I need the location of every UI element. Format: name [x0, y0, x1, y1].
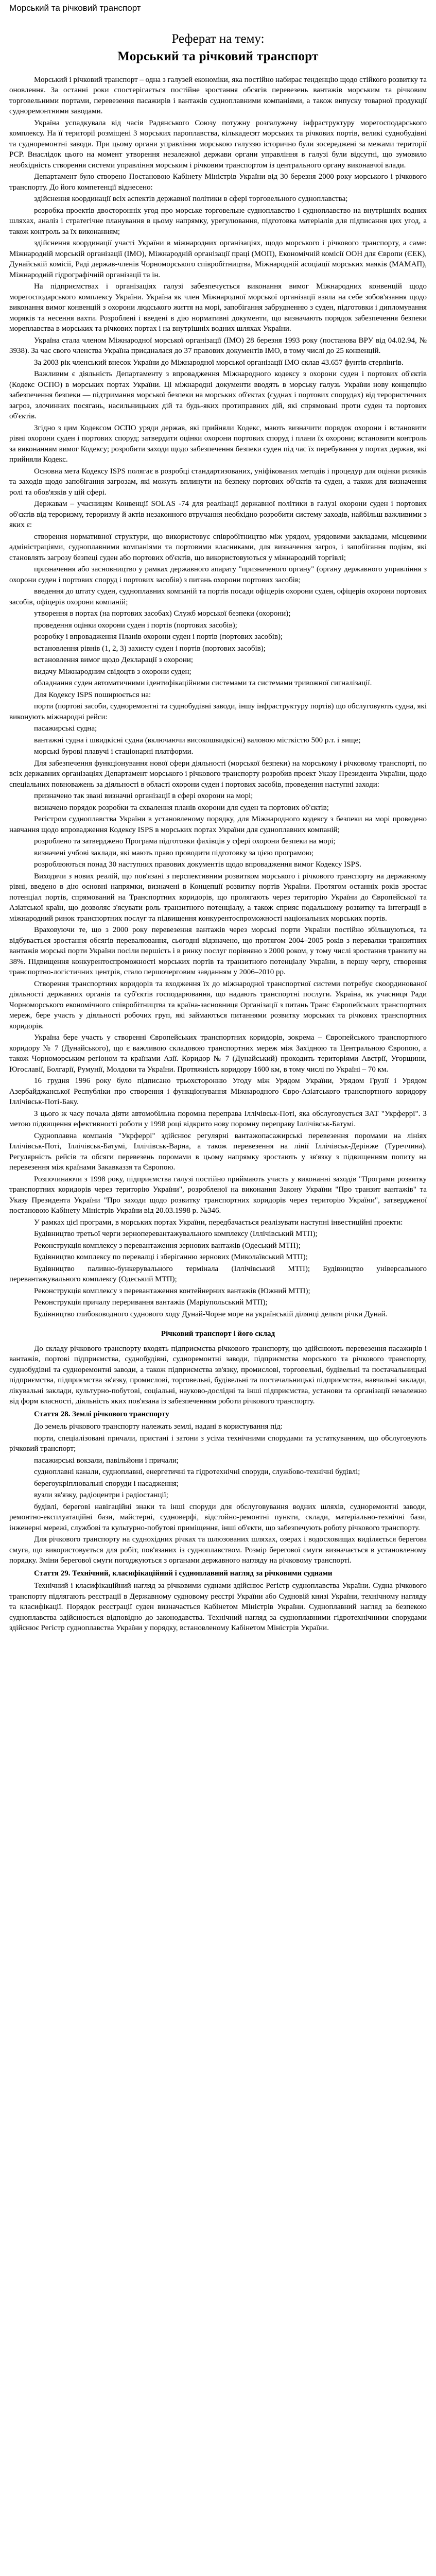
paragraph: пасажирські вокзали, павільйони і причали;	[34, 1456, 179, 1465]
paragraph: Виходячи з нових реалій, що пов'язані з перспективним розвитком морського і річкового транспорту на державному рівні, введено в дію основні напрямки, визначені в Концепції розвитку портів України. Протягом останніх років зростає потенціал портів, спрямований на Транспортних коридорів, що пролягають через територію України до Європейської та Азіатської країн, що дозволяє з'ясувати роль транзитного потенціалу, а також сприяє подальшому розвитку та інтеграції в міжнародний ринок транспортних послуг та підвищення конкурентоспроможності національних морських портів.	[9, 872, 427, 923]
paragraph: Будівництво комплексу по перевалці і зберіганню зернових (Миколаївський МТП);	[34, 1253, 308, 1261]
paragraph: Враховуючи те, що з 2000 року перевезення вантажів через морські порти України постійно збільшуються, та відбувається зростання обсягів перевалювання, сьогодні відзначено, що протягом 2004–2005 років з перевалки транзитних вантажів морські порти України посіли першість і в ринку послуг порівняно з 2000 роком, у тому числі зростання транзиту на 38%. Підвищення конкурентоспроможності морських портів та транзитного потенціалу України, в першу чергу, створення транспортно-логістичних центрів, стало першочерговим завданням у 2006–2010 рр.	[9, 926, 427, 976]
paragraph: Розпочинаючи з 1998 року, підприємства галузі постійно приймають участь у виконанні заходів "Програми розвитку транспортних коридорів через територію України", розробленої на виконання Закону України "Про транзит вантажів" та Указу Президента України "Про заходи щодо розвитку транспортних коридорів через територію України", затвердженої постановою Кабінету Міністрів України від 20.03.1998 р. №346.	[9, 1175, 427, 1215]
paragraph: встановлення вимог щодо Декларації з охорони;	[34, 656, 194, 664]
paragraph: Регістром судноплавства України в установленому порядку, для Міжнародного кодексу з безпеки на морі проведено навчання щодо впровадження Кодексу ISPS в морських портах України для судноплавних компаній;	[9, 815, 427, 834]
paragraph: Створення транспортних коридорів та входження їх до міжнародної транспортної системи потребує скоординованої діяльності державних органів та суб'єктів господарювання, що надають транспортні послуги. Україна, як учасниця Ради Чорноморського економічного співробітництва та країна-засновниця Організації з питань Транс Європейських транспортних мереж, бере участь у діяльності робочих груп, які займаються питаннями розвитку морських та річкових транспортних коридорів.	[9, 979, 427, 1030]
document-body	[9, 75, 427, 1634]
paragraph: 16 грудня 1996 року було підписано трьохсторонню Угоду між Урядом України, Урядом Грузії і Урядом Азербайджанської Республіки про створення і функціонування Міжнародного Євро-Азіатського транспортного коридору Іллічівськ-Поті-Баку.	[9, 1077, 427, 1106]
paragraph: утворення в портах (на портових засобах) Служб морської безпеки (охорони);	[34, 609, 291, 618]
paragraph: встановлення рівнів (1, 2, 3) захисту суден і портів (портових засобів);	[34, 644, 266, 653]
paragraph: пасажирські судна;	[34, 724, 97, 733]
paragraph: Будівництво третьої черги зерноперевантажувального комплексу (Іллічівський МТП);	[34, 1230, 318, 1238]
paragraph: З цього ж часу почала діяти автомобільна поромна переправа Іллічівськ-Поті, яка обслуговується ЗАТ "Укрферрі". З метою підвищення ефективності роботи у 1998 році відкрито нову поромну переправу Іллічівськ-Батумі.	[9, 1109, 427, 1128]
paragraph: Державам – учасницям Конвенції SOLAS -74 для реалізації державної політики в галузі охорони суден і портових об'єктів від тероризму, тероризму й актів незаконного втручання необхідно розробити систему заходів, найбільш важливими з яких є:	[9, 500, 427, 529]
paragraph: За 2003 рік членський внесок України до Міжнародної морської організації ІМО склав 43.657 фунтів стерлінгів.	[34, 358, 404, 367]
paragraph: проведення оцінки охорони суден і портів (портових засобів);	[34, 621, 237, 630]
paragraph: Україна стала членом Міжнародної морської організації (ІМО) 28 березня 1993 року (постанова ВРУ від 04.02.94, № 3938). За час свого членства Україна приєдналася до 37 правових документів ІМО, в тому числі до 25 конвенцій.	[9, 336, 427, 355]
paragraph: Україна бере участь у створенні Європейських транспортних коридорів, зокрема – Європейського транспортного коридору № 7 (Дунайського), що є важливою складовою транспортних мереж між Західною та Центральною Європою, а також Чорноморським регіоном та країнами Азії. Коридор № 7 (Дунайський) проходить територіями Австрії, Угорщини, Югославії, Болгарії, Румунії, Молдови та України. Протяжність коридору 1600 км, в тому числі по Україні – 70 км.	[9, 1033, 427, 1074]
paragraph: введення до штату суден, судноплавних компаній та портів посади офіцерів охорони суден, офіцерів охорони портових засобів, офіцерів охорони компаній;	[9, 587, 427, 606]
paragraph: порти (портові засоби, судноремонтні та суднобудівні заводи, іншу інфраструктуру портів) що обслуговують судна, які виконують міжнародні рейси:	[9, 702, 427, 721]
paragraph: визначені учбові заклади, які мають право проводити підготовку за цією програмою;	[34, 849, 314, 857]
document-title: Морський та річковий транспорт	[117, 49, 319, 63]
paragraph: видачу Міжнародним свідоцтв з охорони суден;	[34, 667, 191, 676]
paragraph: До складу річкового транспорту входять підприємства річкового транспорту, що здійснюють перевезення пасажирів і вантажів, портові підприємства, суднобудівні, судноремонтні заводи, підприємства морського та річкового транспорту, суднобудівні та судноремонтні заводи, а також підприємства зв'язку, промислові, торговельні, будівельні та постачальницькі підприємства, підприємства зв'язку, промислові, торговельні, будівельні та постачальницькі підприємства, навчальні заклади, лікувальні заклади, культурно-побутові, соціальні, науково-дослідні та інші підприємства, установи та організації незалежно від форм власності, діяльність яких пов'язана із забезпеченням роботи річкового транспорту.	[9, 1344, 427, 1405]
paragraph: розроблюються понад 30 наступних правових документів щодо впровадження вимог Кодексу ISPS.	[34, 860, 362, 869]
paragraph: Технічний і класифікаційний нагляд за річковими суднами здійснює Регістр судноплавства України. Судна річкового транспорту підлягають реєстрації в Державному судновому реєстрі України або Судновій книзі України, технічному нагляду та класифікації. Порядок реєстрації суден визначається Кабінетом Міністрів України. Судноплавний нагляд за безпекою судноплавства здійснюється відповідно до законодавства. Технічний нагляд за судноплавними гідротехнічними спорудами здійснює Регістр судноплавства України у порядку, встановленому Кабінетом Міністрів України.	[9, 1582, 427, 1632]
paragraph: Для забезпечення функціонування нової сфери діяльності (морської безпеки) на морському і річковому транспорті, по всіх державних організаціях Департамент морського і річкового транспорту розробив проект Указу Президента України, щодо спеціальних повноважень за діяльності в області охорони суден і портових засобів, проведення наступні заходи:	[9, 759, 427, 789]
paragraph: Реконструкція комплексу з перевантаження контейнерних вантажів (Южний МТП);	[34, 1286, 310, 1295]
paragraph: На підприємствах і організаціях галузі забезпечується виконання вимог Міжнародних конвенцій щодо морегосподарського комплексу України. Україна як член Міжнародної морської організації взяла на себе зобов'язання щодо виконання вимог конвенцій з охорони людського життя на морі, запобігання забрудненню з суден, підготовки і дипломування моряків та несення вахти. Розроблені і введені в дію нормативні документи, що визначають порядок забезпечення безпеки мореплавства в морських та річкових портах і на внутрішніх водних шляхах України.	[9, 282, 427, 333]
paragraph: Для річкового транспорту на суднохідних річках та шлюзованих шляхах, озерах і водосховищах виділяється берегова смуга, що використовується для робіт, пов'язаних із судноплавством. Розмір берегової смуги визначається в установленому порядку. Зміни берегової смуги погоджуються з органами державного нагляду на річковому транспорті.	[9, 1535, 427, 1565]
paragraph: вантажні судна і швидкісні судна (включаючи високошвидкісні) валовою місткістю 500 р.т. і вище;	[34, 736, 361, 744]
paragraph: створення нормативної структури, що використовує співробітництво між урядом, урядовими закладами, місцевими адміністраціями, судноплавними компаніями та портовими власниками, для визначення загроз, і запобігання подіям, які становлять загрозу безпеці суден або портових об'єктів, що використовуються у міжнародній торгівлі;	[9, 532, 427, 562]
paragraph: морські бурові плавучі і стаціонарні платформи.	[34, 748, 194, 756]
paragraph: будівлі, берегові навігаційні знаки та інші споруди для обслуговування водних шляхів, судноремонтні заводи, ремонтно-експлуатаційні бази, майстерні, судноверфі, відстойно-ремонтні пункти, склади, матеріально-технічні бази, інженерні мережі, службові та культурно-побутові приміщення, інші об'єкти, що забезпечують роботу річкового транспорту.	[9, 1502, 427, 1532]
article-heading: Стаття 28. Землі річкового транспорту	[34, 1410, 169, 1418]
paragraph: Основна мета Кодексу ISPS полягає в розробці стандартизованих, уніфікованих методів і процедур для оцінки ризиків та заходів щодо запобігання загрозам, які можуть вплинути на безпеку портових об'єктів та суден, а також для визначення ролі та обов'язків у цій сфері.	[9, 467, 427, 497]
paragraph: Важливим є діяльність Департаменту з впровадження Міжнародного кодексу з охорони суден і портових об'єктів (Кодекс ОСПО) в морських портах України. Ці міжнародні документи вводять в морську галузь України нову концепцію забезпечення безпеки — підтримання морської безпеки на морських об'єктах (суднах і портових спорудах) від терористичних загроз, злочинних посягань, насильницьких дій та будь-яких протиправних дій, які спрямовані проти суден та портових об'єктів.	[9, 370, 427, 420]
paragraph: призначено так звані визначні організації в сфері охорони на морі;	[34, 792, 253, 800]
paragraph: розробка проектів двосторонніх угод про морське торговельне судноплавство і судноплавство на внутрішніх водних шляхах, аналіз і стратегічне планування в цьому напрямку, урегулювання, підготовка матеріалів для підписання цих угод, а також контроль за їх виконанням;	[9, 206, 427, 236]
document-header: Морський та річковий транспорт	[9, 3, 141, 13]
document-subtitle: Реферат на тему:	[171, 31, 265, 46]
paragraph: вузли зв'язку, радіоцентри і радіостанції;	[34, 1491, 168, 1499]
paragraph: обладнання суден автоматичними ідентифікаційними системами та системами тривожної сигналізації.	[34, 679, 372, 687]
paragraph: берегоукріплювальні споруди і насадження;	[34, 1479, 179, 1488]
paragraph: Для Кодексу ISPS поширюється на:	[34, 690, 151, 699]
paragraph: судноплавні канали, судноплавні, енергетичні та гідротехнічні споруди, службово-технічні будівлі;	[34, 1468, 360, 1476]
paragraph: У рамках цієї програми, в морських портах України, передбачається реалізувати наступні інвестиційні проекти:	[34, 1218, 403, 1227]
paragraph: Морський і річковий транспорт – одна з галузей економіки, яка постійно набирає тенденцію щодо стійкого розвитку та оновлення. За останні роки спостерігається постійне зростання обсягів перевезень вантажів морським та річковим торговельними портами, перевезення пасажирів і вантажів судноплавними компаніями, а також випуску товарної продукції судноремонтними заводами.	[9, 75, 427, 115]
paragraph: Департамент було створено Постановою Кабінету Міністрів України від 30 березня 2000 року морського і річкового транспорту. До його компетенції віднесено:	[9, 173, 427, 192]
paragraph: здійснення координації участі України в міжнародних організаціях, щодо морського і річкового транспорту, а саме: Міжнародній морській організації (ІМО), Міжнародній організації праці (МОП), Економічній комісії ООН для Європи (ЄЕК), Дунайській комісії, Раді держав-членів Чорноморського співробітництва, Міжнародній асоціації морських маяків (МАМАП), Міжнародній гідрографічній організації та ін.	[9, 239, 427, 279]
paragraph: Реконструкція причалу переривання вантажів (Маріупольський МТП);	[34, 1298, 268, 1307]
paragraph: Будівництво глибоководного суднового ходу Дунай-Чорне море на українській ділянці дельти річки Дунай.	[34, 1310, 388, 1318]
paragraph: До земель річкового транспорту належать землі, надані в користування під:	[34, 1422, 283, 1431]
paragraph: Будівництво паливно-бункерувального термінала (Іллічівський МТП); Будівництво універсального перевантажувального комплексу (Одеський МТП);	[9, 1264, 427, 1283]
paragraph: призначення або засновництво у рамках державного апарату "призначеного органу" (органу державного управління з охорони суден і портових споруд і портових засобів) з питань охорони портових засобів;	[9, 565, 427, 584]
paragraph: визначено порядок розробки та схвалення планів охорони для суден та портових об'єктів;	[34, 803, 329, 812]
paragraph: Україна успадкувала від часів Радянського Союзу потужну розгалужену інфраструктуру морегосподарського комплексу. На її території розміщені 3 морських пароплавства, кількадесят морських та річкових портів, великі суднобудівні та судноремонтні заводи. При цьому органи управління морською галуззю історично були зосереджені за межами території РСР. Внаслідок цього на момент утворення незалежної держави органи управління в галузі були відсутні, що зумовило необхідність створення системи управління морським і річковим транспортом із центрального органу виконавчої влади.	[9, 118, 427, 170]
paragraph: розробку і впровадження Планів охорони суден і портів (портових засобів);	[34, 633, 283, 641]
section-heading: Річковий транспорт і його склад	[161, 1330, 275, 1338]
paragraph: Реконструкція комплексу з перевантаження зернових вантажів (Одеський МТП);	[34, 1241, 301, 1250]
article-heading: Стаття 29. Технічний, класифікаційний і судноплавний нагляд за річковими суднами	[34, 1569, 333, 1578]
paragraph: порти, спеціалізовані причали, пристані і затони з усіма технічними спорудами та устаткуванням, що обслуговують річковий транспорт;	[9, 1434, 427, 1453]
paragraph: Згідно з цим Кодексом ОСПО уряди держав, які прийняли Кодекс, мають визначити порядок охорони і встановити рівні охорони суден і портових споруд; затвердити оцінки охорони портових споруд і плани їх охорони; встановити контроль за виконанням вимог Кодексу; розробити заходи щодо забезпечення безпеки суден під час їх перебування у портах держав, які прийняли Кодекс.	[9, 423, 427, 464]
paragraph: здійснення координації всіх аспектів державної політики в сфері торговельного судноплавства;	[34, 195, 348, 203]
paragraph: Судноплавна компанія "Укрферрі" здійснює регулярні вантажопасажирські перевезення поромами на лініях Іллічівськ-Поті, Іллічівськ-Батумі, Іллічівськ-Варна, а також перевезення на лінії Іллічівськ-Дерінже (Туреччина). Регулярність рейсів та обсяги перевезень поромами в цьому напрямку зростають у зв'язку з підвищенням попиту на перевезення між країнами Закавказзя та Європою.	[9, 1131, 427, 1172]
paragraph: розроблено та затверджено Програма підготовки фахівців у сфері охорони безпеки на морі;	[34, 837, 336, 845]
